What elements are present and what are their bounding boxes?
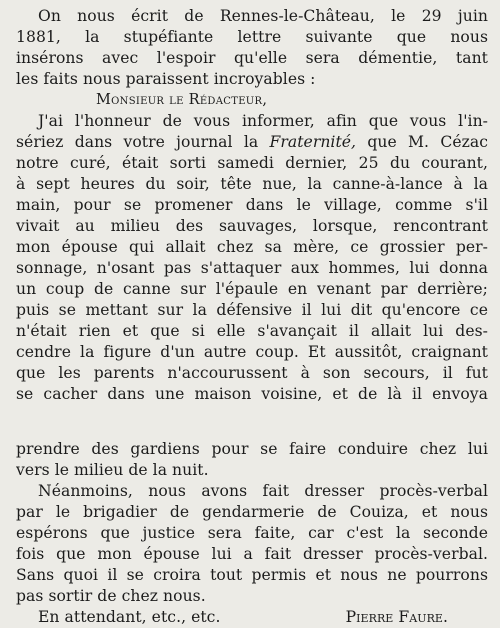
text-line: puis se mettant sur la défensive il lui dit qu'encore ce <box>16 301 488 319</box>
text-line: notre curé, était sorti samedi dernier, 25 du courant, <box>16 154 488 172</box>
text-line: espérons que justice sera faite, car c'est la seconde <box>16 524 488 542</box>
text-line: cendre la figure d'un autre coup. Et aussitôt, craignant <box>16 343 488 361</box>
text-line: On nous écrit de Rennes-le-Château, le 29 juin <box>38 7 488 25</box>
text-line: main, pour se promener dans le village, comme s'il <box>16 196 488 214</box>
text-line: se cacher dans une maison voisine, et de là il envoya <box>16 385 488 403</box>
text-line: sonnage, n'osant pas s'attaquer aux hommes, lui donna <box>16 259 488 277</box>
letter-paragraph-2 <box>16 481 488 607</box>
text-line: à sept heures du soir, tête nue, la canne-à-lance à la <box>16 175 488 193</box>
text-line: Néanmoins, nous avons fait dresser procès-verbal <box>38 482 488 500</box>
letter-signoff <box>16 607 488 628</box>
text-line: 1881, la stupéfiante lettre suivante que nous <box>16 28 488 46</box>
text-line: Sans quoi il se croira tout permis et nous ne pourrons <box>16 566 488 584</box>
salutation: Monsieur le Rédacteur, <box>96 92 268 108</box>
letter-paragraph-1-continued <box>16 439 488 481</box>
text-line: vers le milieu de la nuit. <box>16 461 209 479</box>
closing-text: En attendant, etc., etc. <box>38 608 221 626</box>
text-line: mon épouse qui allait chez sa mère, ce grossier per- <box>16 238 488 256</box>
text-line: n'était rien et que si elle s'avançait il allait lui des- <box>16 322 488 340</box>
newspaper-name: Fraternité, <box>269 133 357 151</box>
signature: Pierre Faure. <box>345 608 448 626</box>
text-line: fois que mon épouse lui a fait dresser procès-verbal. <box>16 545 488 563</box>
text-line: prendre des gardiens pour se faire conduire chez lui <box>16 440 488 458</box>
letter-salutation <box>16 90 488 111</box>
text-line: que les parents n'accourussent à son secours, il fut <box>16 364 488 382</box>
text-line: sériez dans votre journal la Fraternité, que M. Cézac <box>16 133 488 151</box>
text-line: les faits nous paraissent incroyables : <box>16 70 316 88</box>
letter-paragraph-1 <box>16 111 488 405</box>
page-gap <box>16 405 488 439</box>
text-line: pas sortir de chez nous. <box>16 587 206 605</box>
intro-paragraph <box>16 6 488 90</box>
text-line: vivait au milieu des sauvages, lorsque, rencontrant <box>16 217 488 235</box>
text-line: un coup de canne sur l'épaule en venant par derrière; <box>16 280 488 298</box>
text-line: J'ai l'honneur de vous informer, afin que vous l'in- <box>38 112 488 130</box>
text-line: insérons avec l'espoir qu'elle sera démentie, tant <box>16 49 488 67</box>
text-line: par le brigadier de gendarmerie de Couiza, et nous <box>16 503 488 521</box>
